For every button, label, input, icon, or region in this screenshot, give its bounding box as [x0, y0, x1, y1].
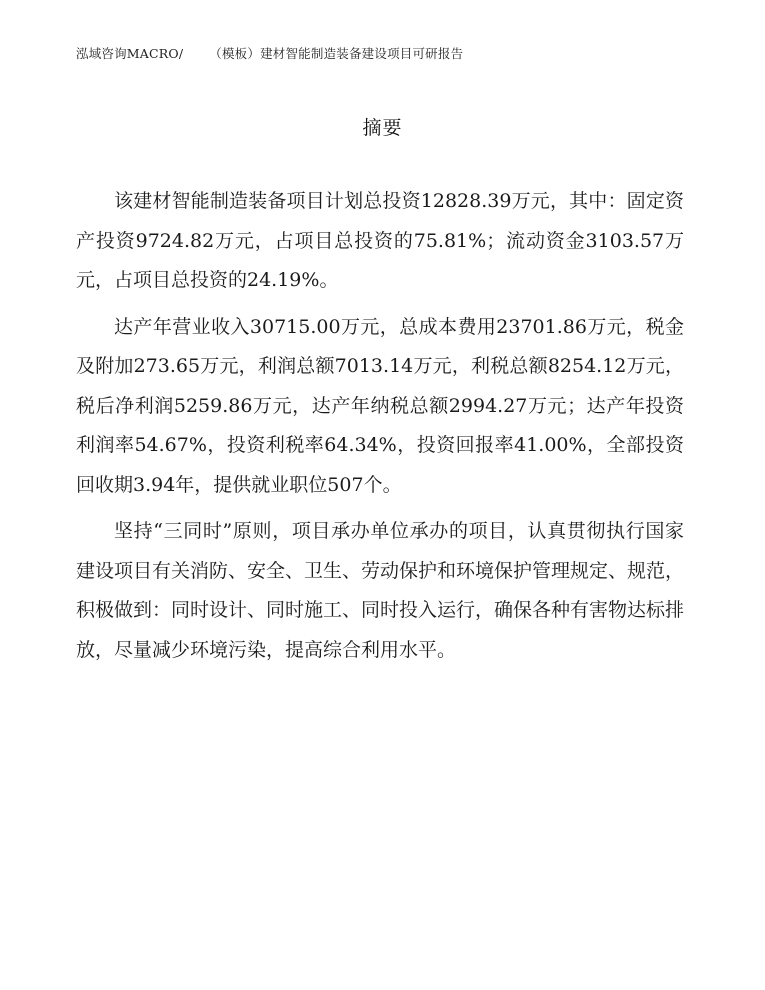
- abstract-paragraph-principles: 坚持“三同时”原则，项目承办单位承办的项目，认真贯彻执行国家建设项目有关消防、安全、卫生、劳动保护和环境保护管理规定、规范，积极做到：同时设计、同时施工、同时投入运行，确保各种有害物达标排放，尽量减少环境污染，提高综合利用水平。: [76, 520, 685, 661]
- header-document-title: （模板）建材智能制造装备建设项目可研报告: [209, 46, 464, 61]
- page-header: [76, 44, 463, 62]
- abstract-body: [76, 182, 684, 677]
- section-title: 摘要: [362, 117, 403, 139]
- header-source: 泓域咨询MACRO/: [76, 46, 184, 61]
- abstract-paragraph-financials: 达产年营业收入30715.00万元，总成本费用23701.86万元，税金及附加273.65万元，利润总额7013.14万元，利税总额8254.12万元，税后净利润5259.86万元，达产年纳税总额2994.27万元；达产年投资利润率54.67%，投资利税率64.34%，投资回报率41.00%，全部投资回收期3.94年，提供就业职位507个。: [76, 315, 684, 496]
- abstract-paragraph-investment: 该建材智能制造装备项目计划总投资12828.39万元，其中：固定资产投资9724.82万元，占项目总投资的75.81%；流动资金3103.57万元，占项目总投资的24.19%。: [76, 190, 684, 291]
